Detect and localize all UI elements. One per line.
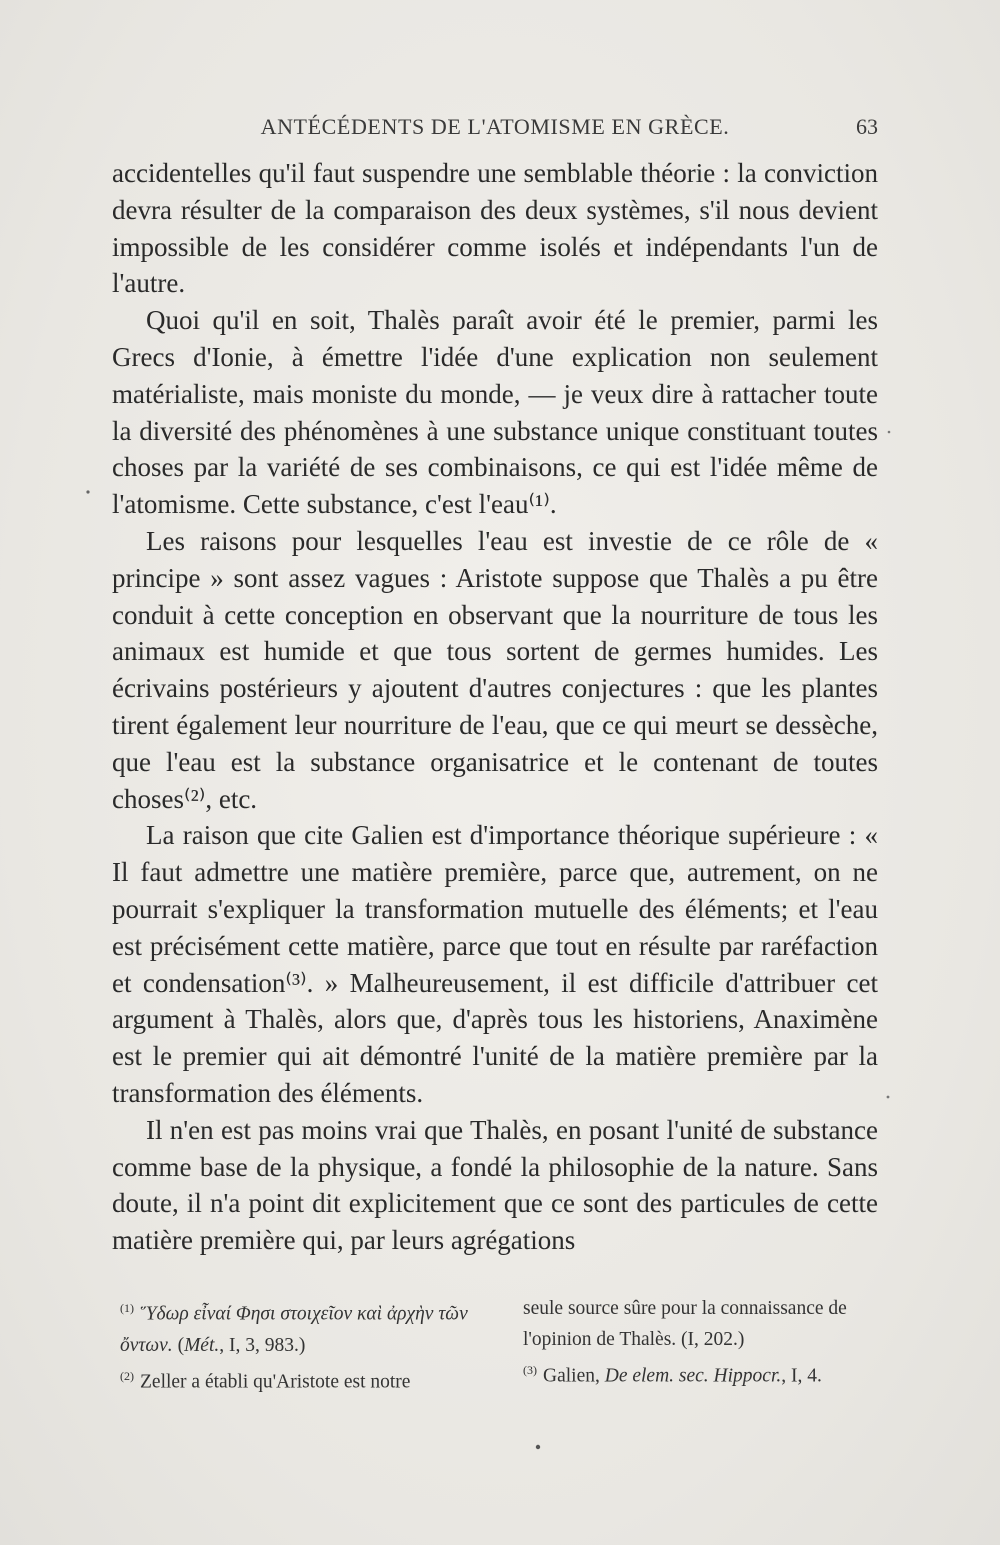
footnote-3 <box>523 1355 888 1392</box>
reference-details: , I, 3, 983.) <box>219 1334 306 1356</box>
footnote-text: Zeller a établi qu'Aristote est notre <box>140 1371 411 1392</box>
footnote-author: Galien, <box>543 1365 605 1387</box>
ink-speck <box>86 490 89 493</box>
footnote-reference: , I, 4. <box>781 1365 822 1387</box>
footnote-mark: (2) <box>120 1368 134 1383</box>
page-header <box>112 114 878 144</box>
footnote-mark: (1) <box>120 1301 134 1315</box>
paragraph: Quoi qu'il en soit, Thalès paraît avoir été le premier, parmi les Grecs d'Ionie, à émettre l'idée d'une explication non seulement matérialiste, mais moniste du monde, — je veux dire à rattacher toute la diversité des phénomènes à une substance unique constituant toutes choses par la variété de ses combinaisons, ce qui est l'idée même de l'atomisme. Cette substance, c'est l'eau⁽¹⁾. <box>112 305 878 520</box>
paragraph: Il n'en est pas moins vrai que Thalès, en posant l'unité de substance comme base de la physique, a fondé la philosophie de la nature. Sans doute, il n'a point dit explicitement que ce sont des particules de cette matière première qui, par leurs agrégations <box>112 1114 878 1256</box>
footnote-mark: (3) <box>523 1363 537 1377</box>
greek-quotation: Ὕδωρ εἶναί Φησι στοιχεῖον καὶ ἀρχὴν τῶν ὄντων. <box>120 1303 468 1356</box>
footnote-work-title: De elem. sec. Hippocr. <box>604 1365 782 1387</box>
footnote-2-continued: seule source sûre pour la connaissance de l'opinion de Thalès. (I, 202.) <box>523 1298 847 1350</box>
reference-title: Mét. <box>184 1334 220 1356</box>
footnote-1 <box>120 1293 490 1361</box>
reference-open: ( <box>177 1334 185 1356</box>
paragraph: La raison que cite Galien est d'importance théorique supérieure : « Il faut admettre une matière première, parce que, autrement, on ne pourrait s'expliquer la transformation mutuelle des éléments; et l'eau est précisément cette matière, parce que tout en résulte par raréfaction et condensation⁽³⁾. » Malheureusement, il est difficile d'attribuer cet argument à Thalès, alors que, d'après tous les historiens, Anaximène est le premier qui ait démontré l'unité de la matière première par la transformation des éléments. <box>112 820 878 1108</box>
paragraph: accidentelles qu'il faut suspendre une semblable théorie : la conviction devra résulter de la comparaison des deux systèmes, s'il nous devient impossible de les considérer comme isolés et indépendants l'un de l'autre. <box>112 158 878 299</box>
body-text <box>112 155 878 1259</box>
footnote-column-left <box>120 1293 490 1397</box>
ink-speck <box>888 431 891 434</box>
ink-speck <box>536 1445 540 1449</box>
page-number: 63 <box>856 114 878 139</box>
paragraph: Les raisons pour lesquelles l'eau est investie de ce rôle de « principe » sont assez vagues : Aristote suppose que Thalès a pu être conduit à cette conception en observant que la nourriture de tous les animaux est humide et que tous sortent de germes humides. Les écrivains postérieurs y ajoutent d'autres conjectures : que les plantes tirent également leur nourriture de l'eau, que ce qui meurt se dessèche, que l'eau est la substance organisatrice et le contenant de toutes choses⁽²⁾, etc. <box>112 525 878 814</box>
ink-speck <box>887 1096 890 1099</box>
running-title: ANTÉCÉDENTS DE L'ATOMISME EN GRÈCE. <box>260 114 730 139</box>
footnote-2 <box>120 1361 490 1398</box>
footnote-column-right <box>523 1293 888 1392</box>
